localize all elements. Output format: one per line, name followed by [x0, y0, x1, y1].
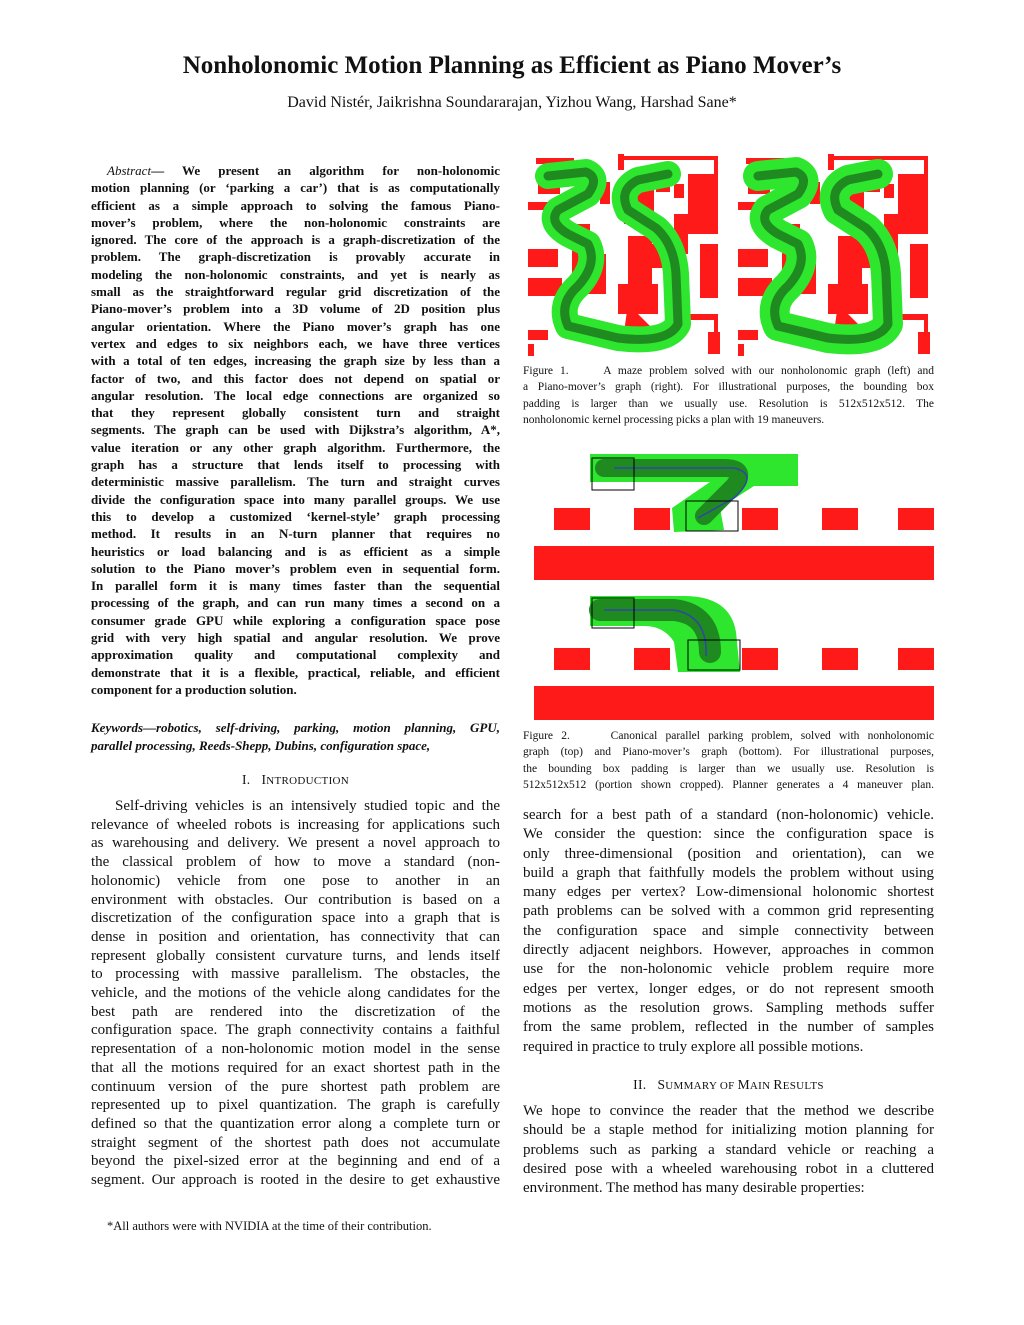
intro-line: discretization of the configuration space into a graph that is — [91, 910, 500, 927]
abstract-line: value iteration or any other graph algorithm. Furthermore, the — [91, 439, 500, 455]
abstract-line: grid with very high spatial and angular resolution. We prove — [91, 630, 500, 646]
keywords — [91, 719, 500, 754]
caption-lines — [523, 379, 934, 412]
abstract-line: solution to the Piano mover’s problem even in sequential form. — [91, 560, 500, 576]
parking-bottom-panel — [534, 596, 934, 720]
body-line: many edges per vertex? Low-dimensional holonomic shortest — [523, 884, 934, 901]
intro-line: vehicle, and the motions of the vehicle along candidates for the — [91, 985, 500, 1002]
intro-body — [91, 797, 500, 1190]
abstract-line: with a total of ten edges, increasing the graph size by less than a — [91, 353, 500, 369]
intro-line: to processing with massive parallelism. The obstacles, the — [91, 966, 500, 983]
body-line: problems such as parking a standard vehicle or reaching a — [523, 1141, 934, 1158]
abstract-line: ignored. The core of the approach is a graph-discretization of the — [91, 232, 500, 248]
figure-2-parking — [534, 446, 934, 724]
abstract-line: efficient as a simple approach to solving the famous Piano- — [91, 197, 500, 213]
body-line: use for the non-holonomic vehicle problem require more — [523, 961, 934, 978]
abstract-line: segments. The graph can be used with Dijkstra’s algorithm, A*, — [91, 422, 500, 438]
abstract-line: angular resolution. The local edge connections are organized so — [91, 387, 500, 403]
heading-initial: M — [737, 1077, 750, 1092]
abstract-line: angular orientation. Where the Piano mover’s graph has one — [91, 318, 500, 334]
heading-initial: I — [261, 772, 267, 787]
body-line: desired pose with a wheeled warehousing robot in a cluttered — [523, 1160, 934, 1177]
intro-line: represented up to pixel quantization. The graph is carefully — [91, 1097, 500, 1114]
caption-line: padding is larger than we usually use. Resolution is 512x512x512. The — [523, 397, 934, 410]
figure-1-caption — [523, 363, 934, 428]
heading-initial: R — [773, 1077, 783, 1092]
body-line: build a graph that faithfully models the problem without using — [523, 864, 934, 881]
section-numeral: I. — [241, 772, 251, 787]
maze-left-panel — [528, 154, 720, 356]
abstract-line: graph has a structure that lends itself to processing with — [91, 457, 500, 473]
intro-line: segment. Our approach is rooted in the desire to get exhaustive — [91, 1172, 500, 1189]
abstract-line: problem. The graph-discretization is provably accurate in — [91, 249, 500, 265]
paper-title: Nonholonomic Motion Planning as Efficient as Piano Mover’s — [182, 52, 842, 79]
body-line: motions as the resolution grows. Sampling methods suffer — [523, 999, 934, 1016]
intro-line: straight segment of the shortest path does not accumulate — [91, 1134, 500, 1151]
intro-line: dense in position and orientation, has connectivity that can — [91, 928, 500, 945]
body-line: directly adjacent neighbors. However, approaches in common — [523, 942, 934, 959]
summary-last-line: environment. The method has many desirable properties: — [523, 1180, 865, 1197]
abstract-line: that they represent globally consistent turn and straight — [91, 405, 500, 421]
abstract-line: vertex and edges to six neighbors each, we have three vertices — [91, 335, 500, 351]
section-heading-summary — [523, 1077, 934, 1093]
abstract-line: demonstrate that it is a flexible, practical, reliable, and efficient — [91, 664, 500, 680]
parking-top-panel — [534, 454, 934, 580]
caption-lines — [523, 744, 934, 777]
intro-line: the classical problem of how to move a standard (non- — [91, 854, 500, 871]
abstract-line: processing of the graph, and can run many times a second on a — [91, 595, 500, 611]
abstract-dash: — — [151, 163, 183, 178]
abstract-line: mover’s problem, where the non-holonomic constraints are — [91, 214, 500, 230]
abstract-line: consumer grade GPU while exploring a configuration space pose — [91, 612, 500, 628]
footnote: *All authors were with NVIDIA at the time of their contribution. — [107, 1219, 432, 1233]
intro-line: continuum version of the pure shortest path problem are — [91, 1078, 500, 1095]
caption-last-line: 512x512x512 (portion shown cropped). Planner generates a 4 maneuver plan. — [523, 778, 934, 791]
abstract-line: this to develop a customized ‘kernel-style’ graph processing — [91, 508, 500, 524]
author-list: David Nistér, Jaikrishna Soundararajan, Yizhou Wang, Harshad Sane* — [287, 94, 737, 111]
intro-line: relevance of wheeled robots is increasing for applications such — [91, 816, 500, 833]
intro-line: representation of a non-holonomic motion model in the sense — [91, 1041, 500, 1058]
maze-right-panel — [738, 154, 930, 356]
intro-line: as warehousing and delivery. We present a novel approach to — [91, 835, 500, 852]
summary-lines — [523, 1102, 934, 1179]
parking-top-obstacles — [534, 508, 934, 580]
abstract-line: approximation quality and computational complexity and — [91, 647, 500, 663]
keywords-line-1: Keywords—robotics, self-driving, parking, motion planning, GPU, — [91, 720, 500, 735]
abstract-line: In parallel form it is many times faster than the sequential — [91, 578, 500, 594]
caption-line — [523, 363, 934, 379]
figure-1-maze — [528, 154, 938, 356]
abstract-line: factor of two, and this factor does not depend on spatial or — [91, 370, 500, 386]
body-line: edges per vertex, longer edges, or do not represent smooth — [523, 980, 934, 997]
abstract-line: motion planning (or ‘parking a car’) that is as computationally — [91, 180, 500, 196]
body-line: only three-dimensional (position and orientation), can we — [523, 845, 934, 862]
intro-line: environment with obstacles. Our contribution is based on a — [91, 891, 500, 908]
summary-body — [523, 1102, 934, 1198]
abstract — [91, 162, 500, 698]
intro-line: defined so that the quantization error along a complete turn or — [91, 1115, 500, 1132]
abstract-line: heuristics or load balancing and is as efficient as a simple — [91, 543, 500, 559]
heading-rest: AIN — [749, 1080, 774, 1092]
abstract-last-line: component for a production solution. — [91, 681, 297, 697]
abstract-label: Abstract — [107, 163, 152, 178]
heading-rest: UMMARY OF — [665, 1080, 738, 1092]
abstract-line — [91, 162, 500, 179]
right-column-body — [523, 806, 934, 1057]
intro-line: best path are rendered into the discretization of the — [91, 1003, 500, 1020]
body-line: should be a staple method for initializing motion planning for — [523, 1122, 934, 1139]
caption-first: Canonical parallel parking problem, solved with nonholonomic — [610, 730, 934, 742]
heading-rest: ESULTS — [782, 1080, 824, 1092]
caption-line: the bounding box padding is larger than we usually use. Resolution is — [523, 762, 934, 775]
right-last-line: required in practice to truly explore all possible motions. — [523, 1038, 864, 1055]
abstract-line: small as the straightforward regular grid discretization of the — [91, 284, 500, 300]
heading-rest: NTRODUCTION — [266, 775, 350, 787]
intro-line: that all the motions required for an exact shortest path in the — [91, 1059, 500, 1076]
caption-line — [523, 728, 934, 744]
body-line: search for a best path of a standard (non-holonomic) vehicle. — [523, 807, 934, 823]
caption-line: a Piano-mover’s graph (right). For illustrational purposes, the bounding box — [523, 381, 934, 394]
right-prelast-line: from the same problem, reflected in the number of samples — [523, 1019, 934, 1036]
intro-line: configuration space. The graph connectivity contains a faithful — [91, 1022, 500, 1039]
figure-label: Figure 1. — [523, 365, 569, 377]
body-line: the configuration space and simple connectivity between — [523, 922, 934, 939]
caption-last-line: nonholonomic kernel processing picks a plan with 19 maneuvers. — [523, 413, 825, 426]
abstract-lines — [91, 179, 500, 681]
figure-2-caption — [523, 728, 934, 793]
intro-lines — [91, 816, 500, 1190]
intro-line: represent globally consistent curvature turns, and lends itself — [91, 947, 500, 964]
abstract-line: deterministic massive parallelism. The turn and straight curves — [91, 474, 500, 490]
caption-first: A maze problem solved with our nonholonomic graph (left) and — [603, 365, 934, 377]
figure-label: Figure 2. — [523, 730, 570, 742]
body-line: We hope to convince the reader that the method we describe — [523, 1103, 934, 1119]
heading-initial: S — [657, 1077, 666, 1092]
body-line: path problems can be solved with a common grid representing — [523, 903, 934, 920]
right-lines — [523, 806, 934, 1018]
intro-line: beyond the pixel-sized error at the beginning and end of a — [91, 1153, 500, 1170]
body-line: We consider the question: since the configuration space is — [523, 826, 934, 843]
abstract-first: We present an algorithm for non-holonomic — [182, 163, 500, 178]
keywords-line-2: parallel processing, Reeds-Shepp, Dubins, configuration space, — [91, 737, 431, 753]
abstract-line: divide the configuration space into many parallel groups. We use — [91, 491, 500, 507]
caption-line: graph (top) and Piano-mover’s graph (bottom). For illustrational purposes, — [523, 746, 934, 759]
parking-top-path — [604, 468, 739, 516]
abstract-line: Piano-mover’s problem into a 3D volume of 2D position plus — [91, 301, 500, 317]
section-numeral: II. — [633, 1077, 647, 1092]
abstract-line: method. It results in an N-turn planner that requires no — [91, 526, 500, 542]
intro-line: holonomic) vehicle from one pose to another in an — [91, 872, 500, 889]
intro-first-line: Self-driving vehicles is an intensively studied topic and the — [115, 798, 500, 814]
section-heading-introduction — [91, 772, 500, 788]
abstract-line: modeling the non-holonomic constraints, and yet is nearly as — [91, 266, 500, 282]
